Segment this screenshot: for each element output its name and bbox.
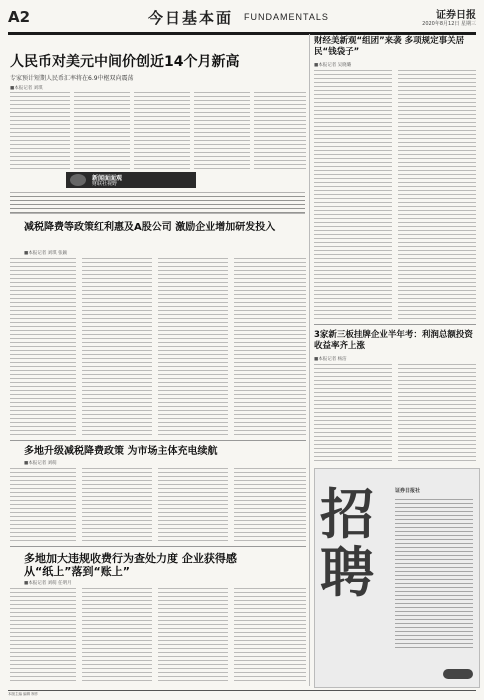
lead-byline: ■本报记者 刘琪 [10, 86, 43, 91]
story5-byline: ■本报记者 刘萌 任明月 [24, 581, 72, 586]
lead-body-col3 [134, 92, 190, 170]
lead-subhead: 专家预计短期人民币汇率将在6.9中枢双向震荡 [10, 75, 134, 82]
right-headline: 财经美新观“组团”来袭 多项规定事关居民“钱袋子” [314, 36, 465, 57]
story2-byline: ■本报记者 刘琪 张颖 [24, 251, 68, 256]
lead-body-col5 [254, 92, 306, 170]
lead-headline: 人民币对美元中间价创近14个月新高 [10, 54, 240, 70]
lead-body-col4 [194, 92, 250, 170]
story4-headline: 多地升级减税降费政策 为市场主体充电续航 [24, 446, 218, 457]
story4-col2 [82, 468, 152, 542]
story2-col3 [158, 258, 228, 436]
masthead [8, 6, 476, 35]
column-divider [309, 34, 310, 686]
ad-big-text: 招聘 [320, 482, 374, 604]
page-footer: 本版主编 编辑 制作 [8, 690, 476, 697]
story2-headline: 减税降费等政策红利惠及A股公司 激励企业增加研发投入 [24, 222, 276, 233]
story2-col1 [10, 258, 76, 436]
story5-col2 [82, 588, 152, 684]
lead-body-col2 [74, 92, 130, 170]
ad-body [395, 499, 473, 649]
story5-col3 [158, 588, 228, 684]
story3-col1 [314, 364, 392, 464]
inset-subtitle: 财联社视野 [92, 181, 118, 187]
recruitment-ad [314, 468, 480, 688]
right-divider [314, 324, 476, 325]
right-body-col1 [314, 70, 392, 320]
story5-col1 [10, 588, 76, 684]
right-body-col2 [398, 70, 476, 320]
inset-title: 新闻面面观 [92, 175, 123, 182]
section-divider [10, 440, 306, 441]
section-title-en: FUNDAMENTALS [244, 12, 329, 22]
story4-byline: ■本报记者 刘萌 [24, 461, 57, 466]
newspaper-logo [443, 669, 473, 679]
story4-col3 [158, 468, 228, 542]
story4-col4 [234, 468, 306, 542]
story3-byline: ■本报记者 杨洁 [314, 357, 347, 362]
story2-col4 [234, 258, 306, 436]
story3-headline: 3家新三板挂牌企业半年考：利润总额投资收益率齐上涨 [314, 330, 473, 351]
story5-headline: 多地加大违规收费行为查处力度 企业获得感从“纸上”落到“账上” [24, 552, 237, 578]
section-title: 今日基本面 [148, 9, 234, 27]
story2-col2 [82, 258, 152, 436]
inset-label [66, 172, 196, 188]
ad-title: 证券日报社 [395, 488, 421, 494]
right-byline: ■本报记者 吴晓璐 [314, 63, 352, 68]
lead-paragraph [10, 192, 305, 214]
page-number: A2 [8, 8, 31, 26]
story5-col4 [234, 588, 306, 684]
issue-date: 2020年8月12日 星期三 [422, 21, 476, 27]
globe-icon [70, 174, 86, 186]
section-divider-2 [10, 546, 306, 547]
lead-body-col1 [10, 92, 70, 170]
paper-name: 证券日报 [436, 10, 476, 21]
story3-col2 [398, 364, 476, 464]
story4-col1 [10, 468, 76, 542]
